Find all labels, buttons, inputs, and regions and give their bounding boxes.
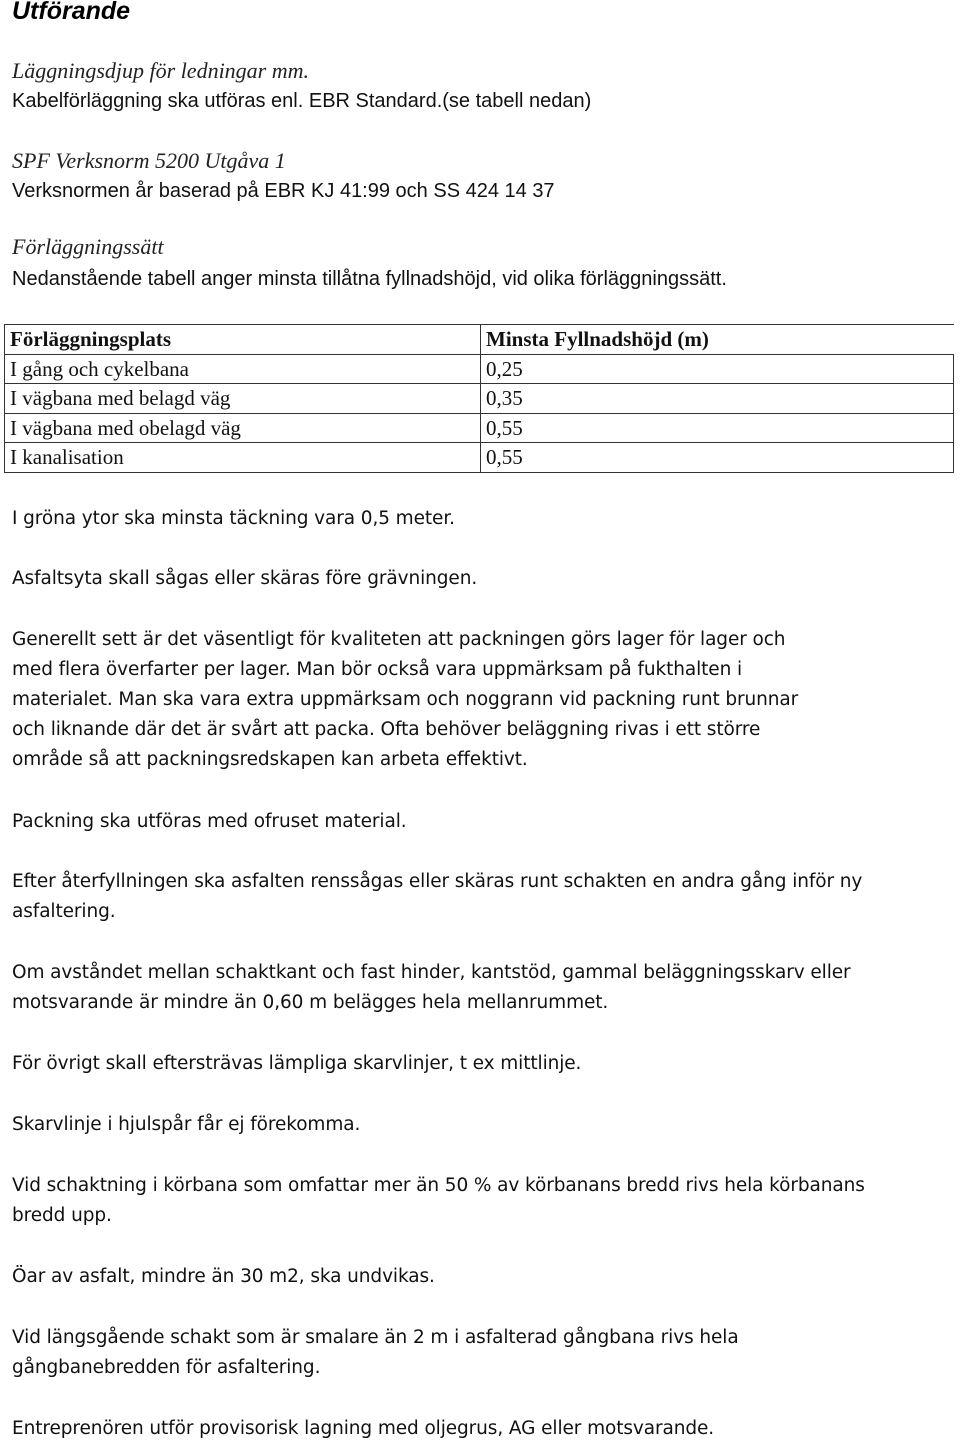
section-heading-laggningsdjup: Läggningsdjup för ledningar mm. — [12, 58, 310, 83]
paragraph-line: Vid schaktning i körbana som omfattar mer än 50 % av körbanans bredd rivs hela körbanans — [12, 1175, 865, 1196]
fill-height-table — [4, 324, 954, 473]
table-row — [5, 384, 954, 414]
section-heading-verksnorm: SPF Verksnorm 5200 Utgåva 1 — [12, 148, 286, 173]
table-cell: I gång och cykelbana — [5, 354, 481, 384]
paragraph-line: med flera överfarter per lager. Man bör också vara uppmärksam på fukthalten i — [12, 659, 743, 680]
table-row — [5, 354, 954, 384]
paragraph-line: Packning ska utföras med ofruset material. — [12, 811, 407, 832]
paragraph-entreprenoren — [12, 1414, 714, 1444]
table-row — [5, 443, 954, 473]
paragraph-packning — [12, 807, 407, 837]
paragraph-line: Generellt sett är det väsentligt för kvaliteten att packningen görs lager för lager och — [12, 629, 786, 650]
paragraph-hjulspar — [12, 1110, 360, 1140]
paragraph-line: materialet. Man ska vara extra uppmärksam och noggrann vid packning runt brunnar — [12, 689, 799, 710]
paragraph-line: Vid längsgående schakt som är smalare än 2 m i asfalterad gångbana rivs hela — [12, 1327, 739, 1348]
paragraph-gangbana — [12, 1323, 739, 1383]
paragraph-line: motsvarande är mindre än 0,60 m belägges hela mellanrummet. — [12, 992, 609, 1013]
table-cell-empty — [716, 413, 954, 443]
paragraph-oar-av-asfalt — [12, 1262, 435, 1292]
table-header-cell: Förläggningsplats — [5, 325, 481, 355]
paragraph-skarvlinjer — [12, 1049, 581, 1079]
paragraph-line: asfaltering. — [12, 901, 116, 922]
paragraph-line: I gröna ytor ska minsta täckning vara 0,5 meter. — [12, 508, 455, 529]
paragraph-avstandet — [12, 958, 851, 1018]
paragraph-asfaltsyta — [12, 564, 477, 594]
paragraph-line: Öar av asfalt, mindre än 30 m2, ska undvikas. — [12, 1266, 435, 1287]
table-cell: 0,25 — [481, 354, 717, 384]
table-header-row — [5, 325, 954, 355]
section-heading-forlaggningssatt: Förläggningssätt — [12, 234, 164, 259]
table-cell-empty — [716, 384, 954, 414]
paragraph-generellt — [12, 625, 798, 775]
paragraph-line: bredd upp. — [12, 1205, 112, 1226]
paragraph-line: Om avståndet mellan schaktkant och fast hinder, kantstöd, gammal beläggningsskarv eller — [12, 962, 851, 983]
table-cell: 0,35 — [481, 384, 717, 414]
paragraph-line: gångbanebredden för asfaltering. — [12, 1357, 321, 1378]
paragraph-line: Efter återfyllningen ska asfalten renssågas eller skäras runt schakten en andra gång inför ny — [12, 871, 863, 892]
table-cell: I vägbana med obelagd väg — [5, 413, 481, 443]
paragraph-line: För övrigt skall eftersträvas lämpliga skarvlinjer, t ex mittlinje. — [12, 1053, 582, 1074]
table-cell: 0,55 — [481, 443, 717, 473]
table-row — [5, 413, 954, 443]
paragraph-line: Asfaltsyta skall sågas eller skäras före grävningen. — [12, 568, 478, 589]
paragraph-line: och liknande där det är svårt att packa. Ofta behöver beläggning rivas i ett större — [12, 719, 761, 740]
table-cell-empty — [716, 354, 954, 384]
paragraph-line: Entreprenören utför provisorisk lagning med oljegrus, AG eller motsvarande. — [12, 1418, 715, 1439]
paragraph-line: Skarvlinje i hjulspår får ej förekomma. — [12, 1114, 361, 1135]
paragraph-aterfyllningen — [12, 867, 862, 927]
table-cell-empty — [716, 443, 954, 473]
section-text-forlaggningssatt: Nedanstående tabell anger minsta tillåtna fyllnadshöjd, vid olika förläggningssätt. — [12, 268, 727, 290]
paragraph-grona-ytor — [12, 504, 455, 534]
section-text-kabelforlaggning: Kabelförläggning ska utföras enl. EBR Standard.(se tabell nedan) — [12, 90, 592, 112]
table-cell: 0,55 — [481, 413, 717, 443]
table-header-cell: Minsta Fyllnadshöjd (m) — [481, 325, 954, 355]
paragraph-line: område så att packningsredskapen kan arbeta effektivt. — [12, 749, 528, 770]
table-cell: I vägbana med belagd väg — [5, 384, 481, 414]
section-text-verksnorm: Verksnormen år baserad på EBR KJ 41:99 och SS 424 14 37 — [12, 180, 555, 202]
table-cell: I kanalisation — [5, 443, 481, 473]
page-title: Utförande — [12, 0, 131, 25]
paragraph-korbana — [12, 1171, 865, 1231]
